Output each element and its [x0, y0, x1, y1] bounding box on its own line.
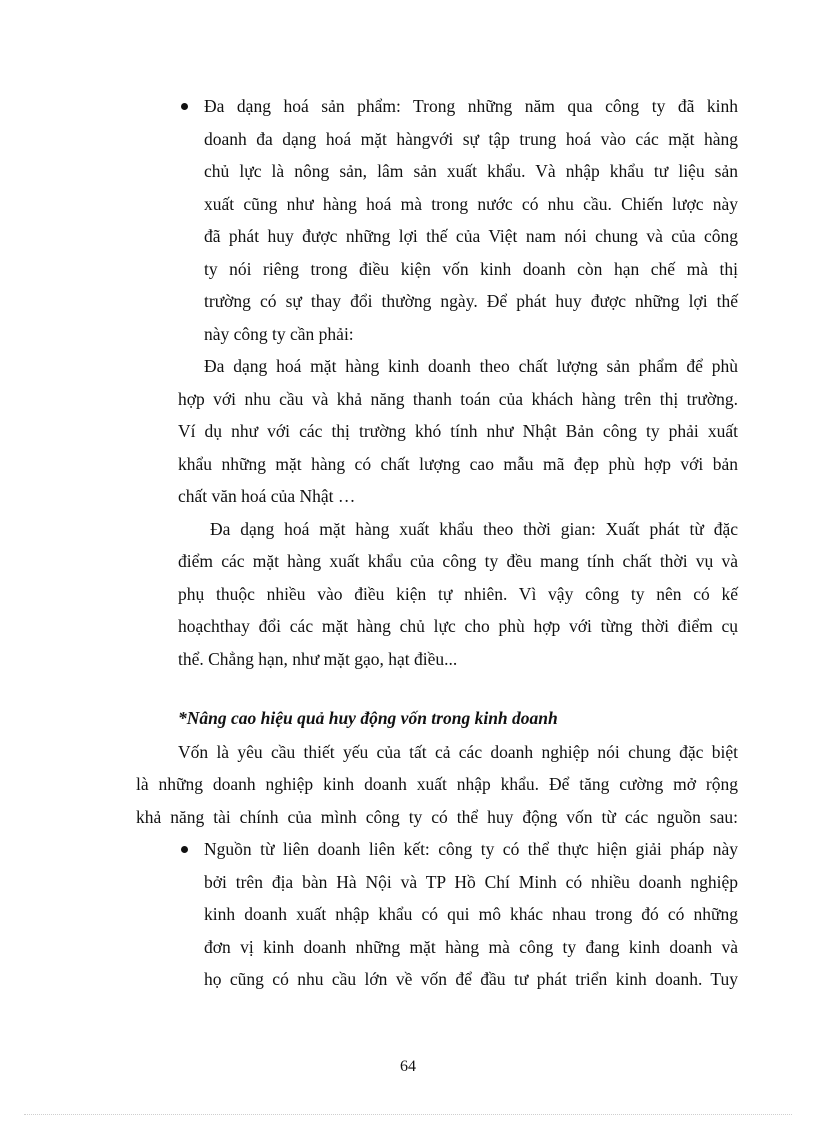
para2-line-5: thể. Chẳng hạn, như mặt gạo, hạt điều...	[178, 649, 458, 669]
bullet1-line-7: trường có sự thay đổi thường ngày. Để phát huy được những lợi thế	[204, 291, 738, 311]
para2-line-1: Đa dạng hoá mặt hàng xuất khẩu theo thời gian: Xuất phát từ đặc	[210, 519, 738, 539]
bullet1-line-3: chủ lực là nông sản, lâm sản xuất khẩu. Và nhập khẩu tư liệu sản	[204, 161, 738, 181]
page-number: 64	[400, 1058, 416, 1075]
bullet1-line-6: ty nói riêng trong điều kiện vốn kinh doanh còn hạn chế mà thị	[204, 259, 738, 279]
para2-line-2: điểm các mặt hàng xuất khẩu của công ty đều mang tính chất thời vụ và	[178, 551, 738, 571]
bullet2-line-4: đơn vị kinh doanh những mặt hàng mà công ty đang kinh doanh và	[204, 937, 738, 957]
para2-line-4: hoạchthay đổi các mặt hàng chủ lực cho phù hợp với từng thời điểm cụ	[178, 616, 738, 636]
bullet1-line-5: đã phát huy được những lợi thế của Việt nam nói chung và của công	[204, 226, 738, 246]
para3-line-2: là những doanh nghiệp kinh doanh xuất nhập khẩu. Để tăng cường mở rộng	[136, 774, 738, 794]
footer-divider	[24, 1114, 792, 1115]
bullet1-line-8: này công ty cần phải:	[204, 324, 354, 344]
bullet2-line-2: bởi trên địa bàn Hà Nội và TP Hồ Chí Minh có nhiều doanh nghiệp	[204, 872, 738, 892]
para1-line-3: Ví dụ như với các thị trường khó tính như Nhật Bản công ty phải xuất	[178, 421, 738, 441]
bullet2-line-5: họ cũng có nhu cầu lớn về vốn để đầu tư phát triển kinh doanh. Tuy	[204, 969, 738, 989]
bullet2-line-1: Nguồn từ liên doanh liên kết: công ty có thể thực hiện giải pháp này	[204, 839, 738, 859]
para1-line-1: Đa dạng hoá mặt hàng kinh doanh theo chất lượng sản phẩm để phù	[204, 356, 738, 376]
bullet1-line-4: xuất cũng như hàng hoá mà trong nước có nhu cầu. Chiến lược này	[204, 194, 738, 214]
bullet2-line-3: kinh doanh xuất nhập khẩu có qui mô khác nhau trong đó có những	[204, 904, 738, 924]
bullet-dot	[181, 846, 188, 853]
para1-line-5: chất văn hoá của Nhật …	[178, 486, 356, 506]
bullet1-line-2: doanh đa dạng hoá mặt hàngvới sự tập trung hoá vào các mặt hàng	[204, 129, 738, 149]
bullet1-line-1: Đa dạng hoá sản phẩm: Trong những năm qua công ty đã kinh	[204, 96, 738, 116]
para2-line-3: phụ thuộc nhiều vào điều kiện tự nhiên. Vì vậy công ty nên có kế	[178, 584, 738, 604]
para3-line-1: Vốn là yêu cầu thiết yếu của tất cả các doanh nghiệp nói chung đặc biệt	[178, 742, 738, 762]
para1-line-4: khẩu những mặt hàng có chất lượng cao mẫu mã đẹp phù hợp với bản	[178, 454, 738, 474]
section-heading: *Nâng cao hiệu quả huy động vốn trong kinh doanh	[178, 708, 558, 728]
para3-line-3: khả năng tài chính của mình công ty có thể huy động vốn từ các nguồn sau:	[136, 807, 738, 827]
para1-line-2: hợp với nhu cầu và khả năng thanh toán của khách hàng trên thị trường.	[178, 389, 738, 409]
bullet-dot	[181, 103, 188, 110]
